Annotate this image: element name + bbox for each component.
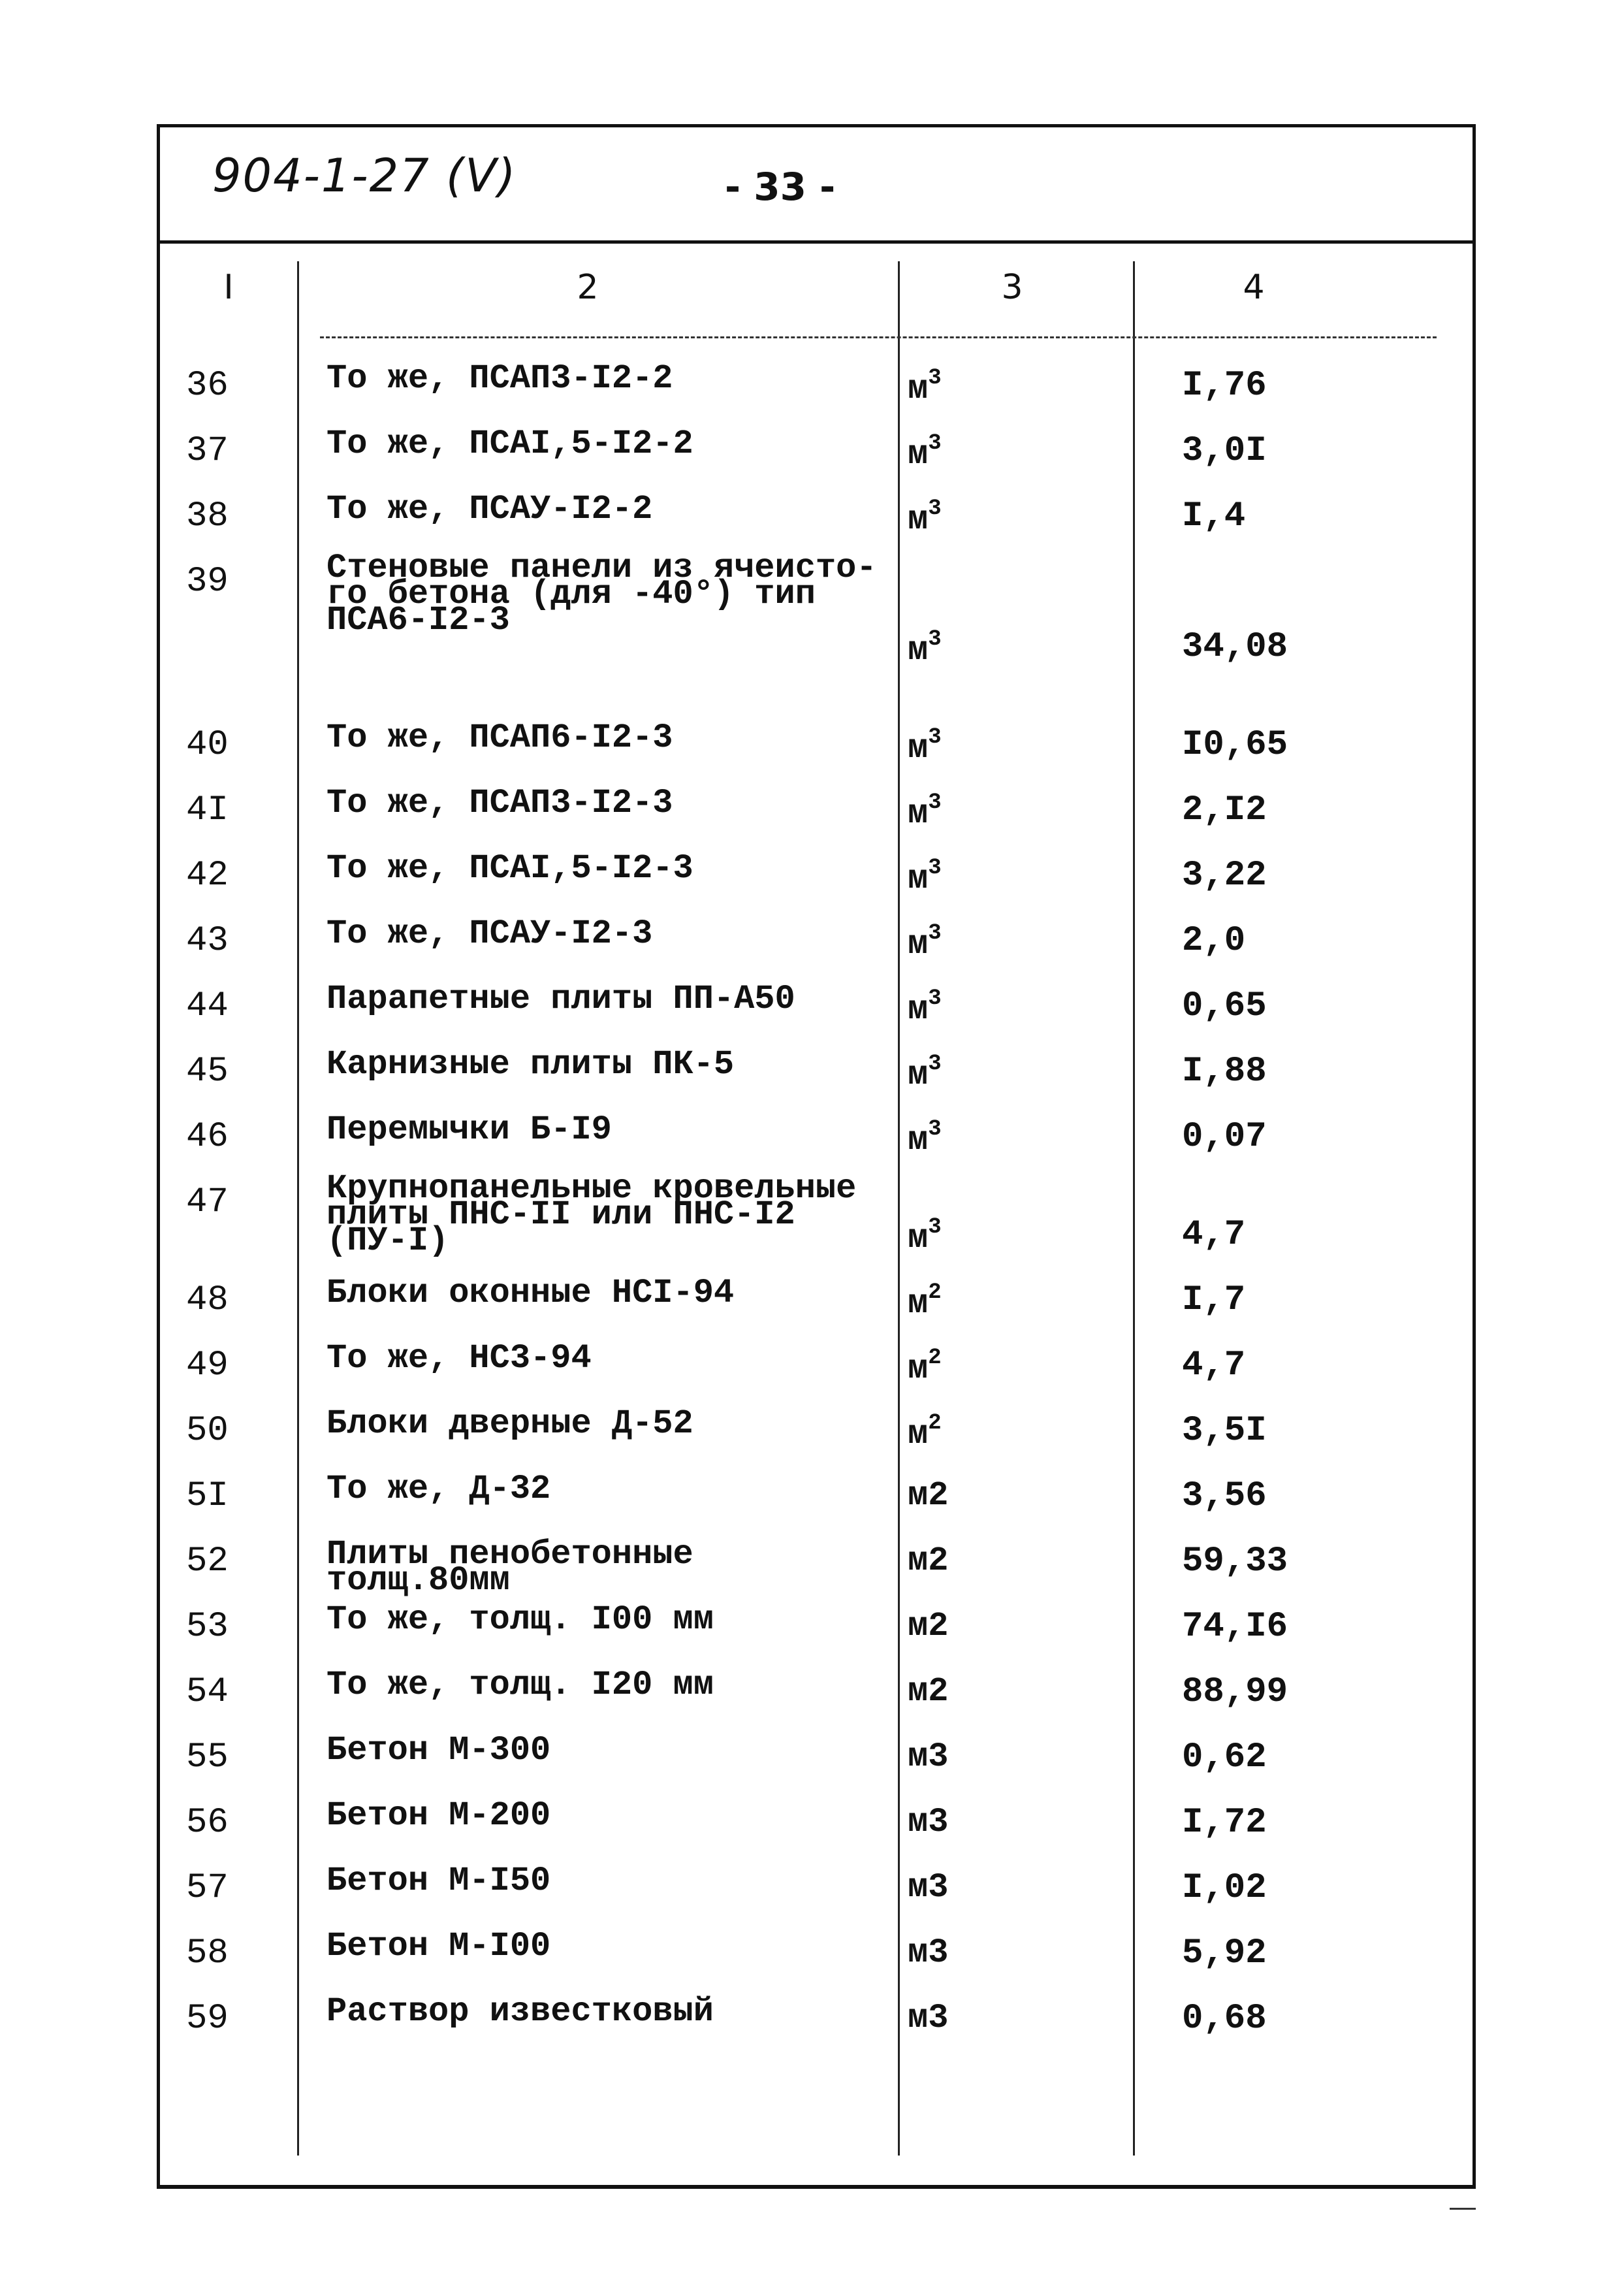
unit-exponent: 3 [928, 790, 942, 815]
row-quantity: 34,08 [1182, 627, 1288, 667]
row-number: 4I [186, 790, 229, 830]
row-unit: м2 [908, 1476, 949, 1515]
row-number: 53 [186, 1607, 229, 1647]
row-name: То же, ПСАП3-I2-2 [326, 359, 673, 398]
row-number: 40 [186, 725, 229, 765]
page-number: - 33 - [725, 165, 836, 209]
row-quantity: 74,I6 [1182, 1607, 1288, 1647]
row-unit: $м^3$ [908, 856, 942, 898]
row-unit: $м^3$ [908, 431, 942, 474]
row-quantity: 2,I2 [1182, 790, 1267, 830]
row-unit: м3 [908, 1868, 949, 1907]
row-quantity: 3,22 [1182, 856, 1267, 896]
row-unit: $м^3$ [908, 496, 942, 539]
unit-exponent: 3 [928, 627, 942, 652]
row-number: 59 [186, 1999, 229, 2039]
unit-exponent: 2 [928, 1411, 942, 1436]
row-name: То же, Д-32 [326, 1470, 551, 1508]
row-quantity: I,7 [1182, 1280, 1246, 1320]
row-quantity: 88,99 [1182, 1672, 1288, 1712]
row-name: Бетон М-I00 [326, 1927, 551, 1965]
row-quantity: I,88 [1182, 1052, 1267, 1091]
row-number: 47 [186, 1182, 229, 1222]
row-quantity: 3,56 [1182, 1476, 1267, 1516]
header-divider [157, 240, 1473, 244]
unit-exponent: 3 [928, 856, 942, 880]
column-header-4: 4 [1243, 268, 1265, 307]
unit-exponent: 3 [928, 431, 942, 456]
row-number: 46 [186, 1117, 229, 1157]
row-number: 43 [186, 921, 229, 961]
row-unit: $м^3$ [908, 790, 942, 833]
doc-code: 904-1-27 (V) [212, 149, 517, 202]
row-unit: $м^3$ [908, 627, 942, 670]
row-name: Блоки оконные НСI-94 [326, 1274, 735, 1312]
row-unit: м2 [908, 1542, 949, 1580]
row-name: То же, ПСАУ-I2-3 [326, 914, 653, 953]
row-unit: $м^3$ [908, 1117, 942, 1159]
row-unit: $м^3$ [908, 986, 942, 1029]
column-divider-3 [1133, 261, 1135, 2156]
row-number: 50 [186, 1411, 229, 1451]
row-number: 56 [186, 1803, 229, 1843]
row-name: Раствор известковый [326, 1992, 714, 2031]
row-unit: м3 [908, 1737, 949, 1776]
row-name: То же, ПСАI,5-I2-2 [326, 425, 693, 463]
row-quantity: 0,68 [1182, 1999, 1267, 2039]
row-quantity: 2,0 [1182, 921, 1246, 961]
row-number: 37 [186, 431, 229, 471]
column-divider-1 [297, 261, 299, 2156]
row-number: 39 [186, 562, 229, 602]
unit-exponent: 2 [928, 1346, 942, 1370]
row-unit: м2 [908, 1672, 949, 1711]
row-number: 49 [186, 1346, 229, 1385]
column-header-1: I [223, 268, 234, 307]
footer-mark [1450, 2208, 1476, 2210]
unit-exponent: 3 [928, 1215, 942, 1240]
row-unit: м2 [908, 1607, 949, 1645]
row-number: 58 [186, 1933, 229, 1973]
row-unit: м3 [908, 1999, 949, 2037]
row-name: То же, ПСАП3-I2-3 [326, 784, 673, 822]
row-quantity: I,76 [1182, 366, 1267, 406]
row-quantity: 59,33 [1182, 1542, 1288, 1581]
column-divider-2 [898, 261, 900, 2156]
row-name: Бетон М-I50 [326, 1862, 551, 1900]
unit-exponent: 3 [928, 921, 942, 946]
unit-exponent: 3 [928, 1117, 942, 1142]
row-quantity: 0,07 [1182, 1117, 1267, 1157]
row-name: Перемычки Б-I9 [326, 1110, 612, 1149]
row-number: 57 [186, 1868, 229, 1908]
row-name: Блоки дверные Д-52 [326, 1404, 693, 1443]
row-unit: $м^3$ [908, 366, 942, 408]
row-name: Бетон М-300 [326, 1731, 551, 1769]
unit-exponent: 3 [928, 366, 942, 391]
row-quantity: 3,5I [1182, 1411, 1267, 1451]
unit-exponent: 3 [928, 986, 942, 1011]
row-number: 44 [186, 986, 229, 1026]
column-header-3: 3 [1001, 268, 1023, 307]
row-unit: м3 [908, 1933, 949, 1972]
row-number: 48 [186, 1280, 229, 1320]
row-number: 38 [186, 496, 229, 536]
row-unit: $м^3$ [908, 1052, 942, 1094]
row-unit: $м^3$ [908, 921, 942, 963]
row-quantity: I0,65 [1182, 725, 1288, 765]
row-quantity: 3,0I [1182, 431, 1267, 471]
row-name: Бетон М-200 [326, 1796, 551, 1835]
row-name: То же, толщ. I00 мм [326, 1600, 714, 1639]
unit-exponent: 2 [928, 1280, 942, 1305]
row-number: 42 [186, 856, 229, 896]
row-quantity: 4,7 [1182, 1215, 1246, 1255]
row-unit: м3 [908, 1803, 949, 1841]
row-quantity: 5,92 [1182, 1933, 1267, 1973]
row-quantity: I,4 [1182, 496, 1246, 536]
row-number: 5I [186, 1476, 229, 1516]
row-name: Парапетные плиты ПП-А50 [326, 980, 795, 1018]
row-name: То же, НС3-94 [326, 1339, 592, 1378]
row-quantity: I,02 [1182, 1868, 1267, 1908]
row-name: То же, ПСАI,5-I2-3 [326, 849, 693, 888]
row-quantity: 0,65 [1182, 986, 1267, 1026]
row-name: То же, ПСАУ-I2-2 [326, 490, 653, 528]
row-number: 55 [186, 1737, 229, 1777]
row-name: То же, ПСАП6-I2-3 [326, 719, 673, 757]
row-unit: $м^2$ [908, 1411, 942, 1453]
row-name: Стеновые панели из ячеисто- го бетона (для -40°) тип ПСА6-I2-3 [326, 549, 877, 639]
unit-exponent: 3 [928, 496, 942, 521]
unit-exponent: 3 [928, 1052, 942, 1076]
row-quantity: I,72 [1182, 1803, 1267, 1843]
row-name: Карнизные плиты ПК-5 [326, 1045, 735, 1084]
row-unit: $м^2$ [908, 1280, 942, 1323]
row-name: Крупнопанельные кровельные плиты ПНС-II или ПНС-I2 (ПУ-I) [326, 1169, 857, 1260]
column-header-2: 2 [577, 268, 599, 307]
row-unit: $м^3$ [908, 1215, 942, 1257]
row-number: 36 [186, 366, 229, 406]
row-quantity: 4,7 [1182, 1346, 1246, 1385]
header-dashed-rule [320, 336, 1437, 338]
row-name: То же, толщ. I20 мм [326, 1666, 714, 1704]
unit-exponent: 3 [928, 725, 942, 750]
row-number: 45 [186, 1052, 229, 1091]
row-number: 54 [186, 1672, 229, 1712]
row-name: Плиты пенобетонные толщ.80мм [326, 1535, 693, 1600]
row-number: 52 [186, 1542, 229, 1581]
row-quantity: 0,62 [1182, 1737, 1267, 1777]
row-unit: $м^3$ [908, 725, 942, 767]
row-unit: $м^2$ [908, 1346, 942, 1388]
